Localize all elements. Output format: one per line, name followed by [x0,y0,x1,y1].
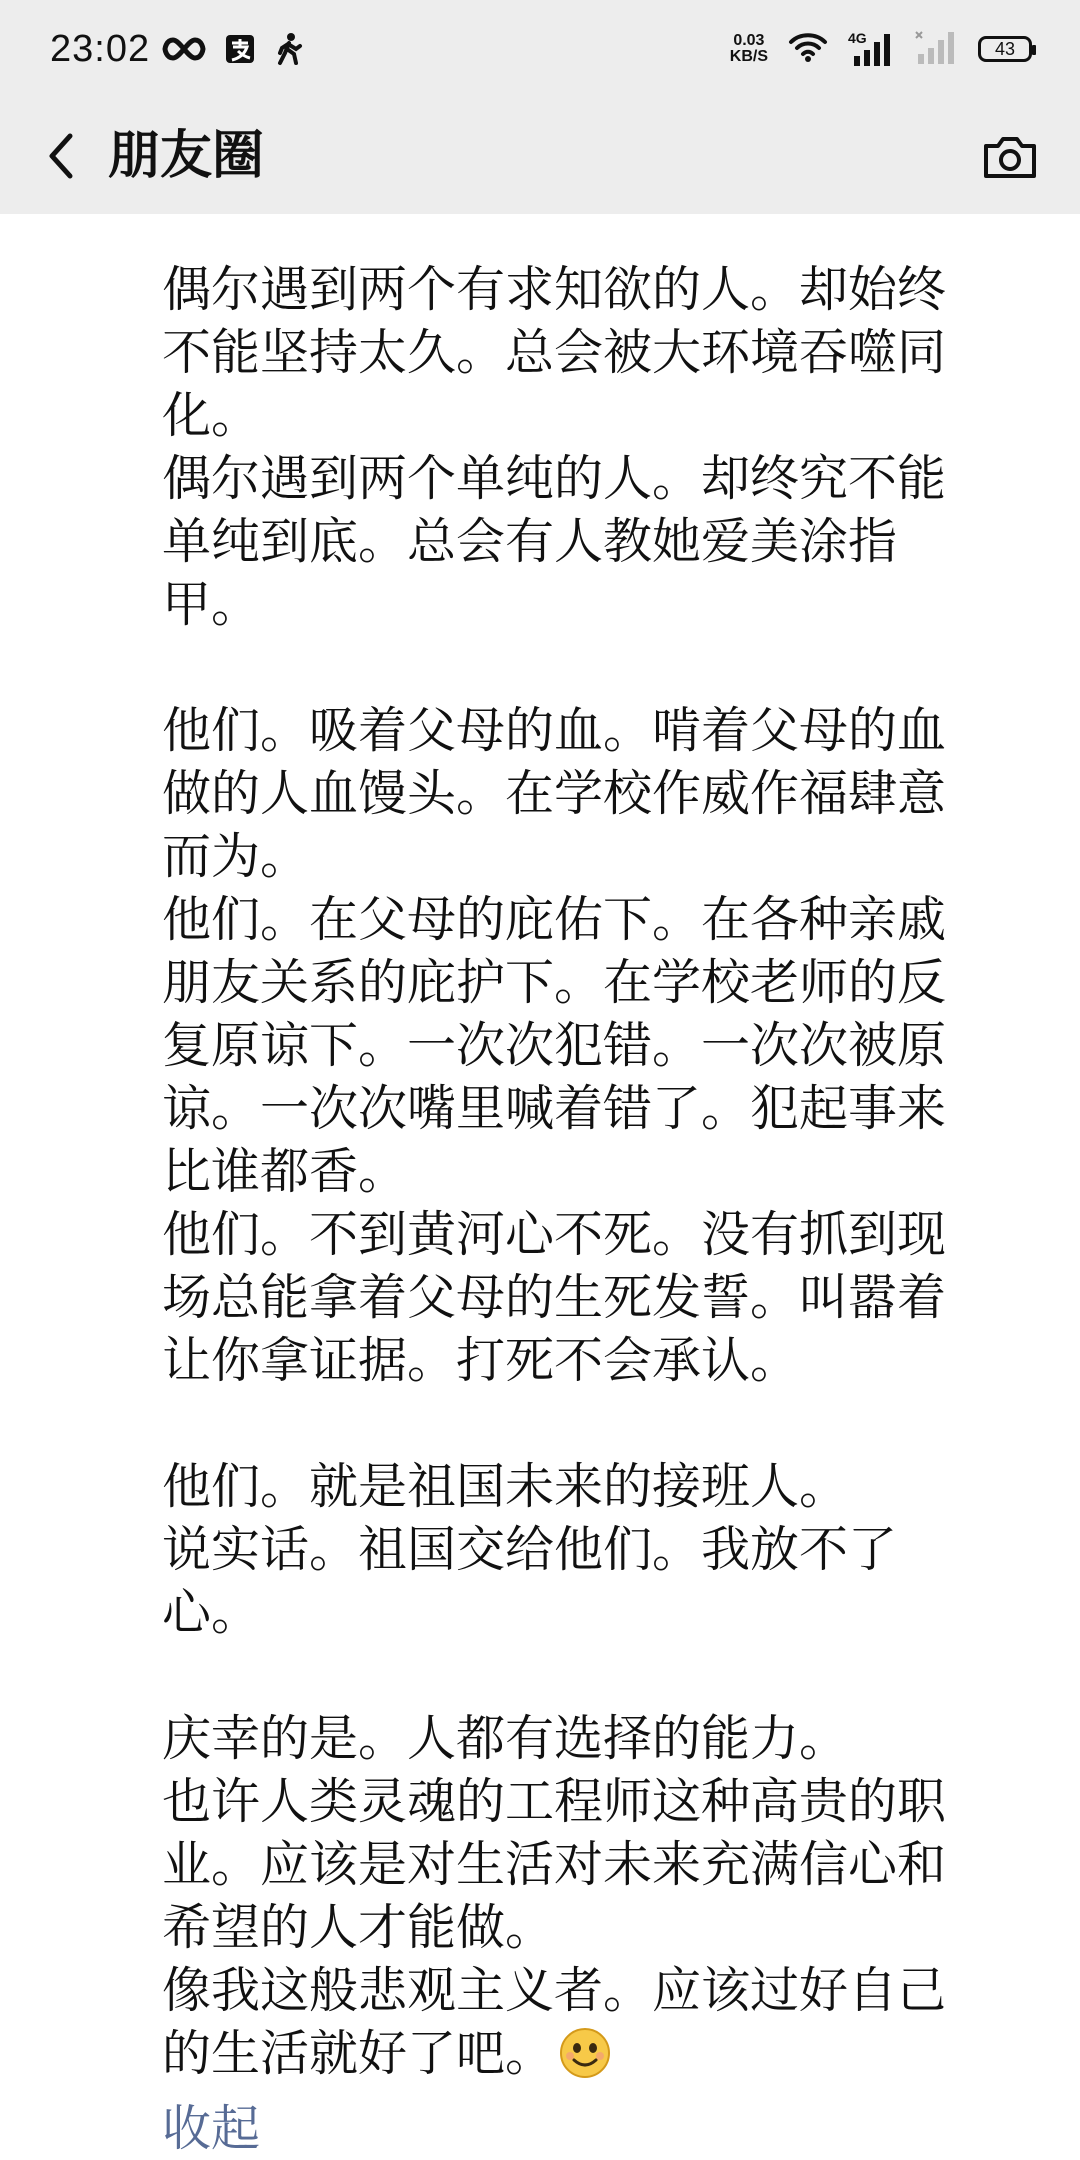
alipay-icon [224,33,256,69]
chevron-left-icon [42,130,82,186]
wifi-icon [788,31,828,67]
post-content [162,258,982,2160]
network-type-label: 4G [848,30,867,46]
signal-4g-icon [848,32,894,66]
infinity-icon [162,36,206,66]
status-left-icons [162,32,304,70]
status-bar [0,0,1080,110]
nav-bar [0,110,1080,214]
smile-emoji-icon [558,2026,612,2080]
battery-level: 43 [994,38,1016,59]
walking-icon [274,32,304,70]
net-speed-unit: KB/S [729,48,768,65]
status-time: 23:02 [50,28,151,70]
camera-button[interactable] [978,126,1042,190]
status-right-icons [730,30,1032,68]
back-button[interactable] [32,128,92,188]
post-text [162,258,982,2085]
net-speed [730,33,768,65]
net-speed-value: 0.03 [733,32,765,49]
page-title: 朋友圈 [108,126,265,186]
battery-icon [978,36,1032,62]
post-body: 偶尔遇到两个有求知欲的人。却始终不能坚持太久。总会被大环境吞噬同化。 偶尔遇到两个单纯的人。却终究不能单纯到底。总会有人教她爱美涂指甲。 他们。吸着父母的血。啃着父母的血做的人血馒头。在学校作威作福肆意而为。 他们。在父母的庇佑下。在各种亲戚朋友关系的庇护下。在学校老师的反复原谅下。一次次犯错。一次次被原谅。一次次嘴里喊着错了。犯起事来比谁都香。 他们。不到黄河心不死。没有抓到现场总能拿着父母的生死发誓。叫嚣着让你拿证据。打死不会承认。 他们。就是祖国未来的接班人。 说实话。祖国交给他们。我放不了心。 庆幸的是。人都有选择的能力。 也许人类灵魂的工程师这种高贵的职业。应该是对生活对未来充满信心和希望的人才能做。 像我这般悲观主义者。应该过好自己的生活就好了吧。 [162,261,947,2082]
camera-icon [982,132,1038,184]
signal-no-sim-icon [914,30,958,68]
collapse-link[interactable]: 收起 [162,2100,261,2157]
